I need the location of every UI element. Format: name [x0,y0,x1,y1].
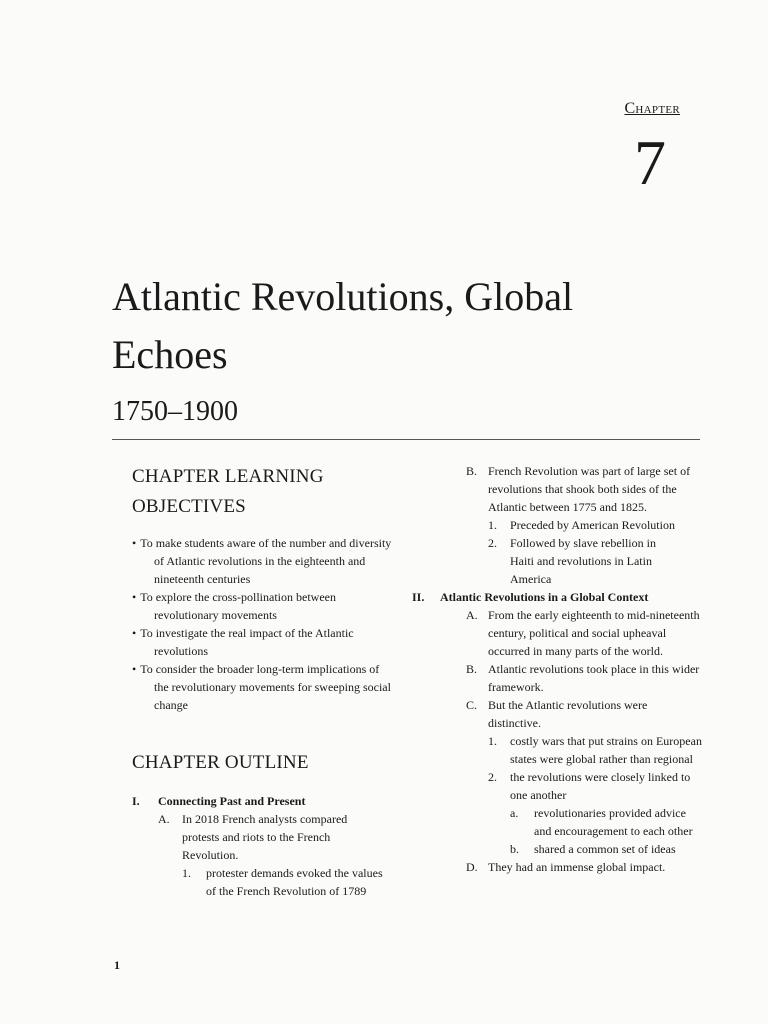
list-item: • To consider the broader long-term implications of the revolutionary movements for sweeping social change [132,662,391,712]
page-number: 1 [114,958,120,972]
outline-item: a. revolutionaries provided advice and encouragement to each other [510,806,693,838]
outline-item: D. They had an immense global impact. [466,860,666,874]
outline-item: B. French Revolution was part of large set of revolutions that shook both sides of the Atlantic between 1775 and 1825. [466,464,691,514]
outline-item: A. From the early eighteenth to mid-nineteenth century, political and social upheaval occurred in many parts of the world. [466,608,700,658]
list-item: • To explore the cross-pollination between revolutionary movements [132,590,336,622]
chapter-title [112,268,672,384]
chapter-label: Chapter [624,100,680,117]
objectives-list [132,534,394,714]
outline-item: b. shared a common set of ideas [510,842,676,856]
outline-item: 2. the revolutions were closely linked to one another [488,770,691,802]
outline-item: 1. costly wars that put strains on European states were global rather than regional [488,734,702,766]
left-column [132,462,394,900]
outline-item: A. In 2018 French analysts compared protests and riots to the French Revolution. [158,812,348,862]
outline-heading: CHAPTER OUTLINE [132,752,309,773]
title-line: Atlantic Revolutions, Global [112,274,574,319]
outline-section-2: II. Atlantic Revolutions in a Global Context [412,590,649,604]
outline-item: 1. Preceded by American Revolution [488,518,675,532]
heading-line: CHAPTER LEARNING [132,466,324,487]
outline-item: C. But the Atlantic revolutions were distinctive. [466,698,648,730]
list-item: • To investigate the real impact of the Atlantic revolutions [132,626,354,658]
chapter-number: 7 [634,127,666,198]
right-column [412,462,704,876]
divider [112,439,700,440]
list-item: • To make students aware of the number and diversity of Atlantic revolutions in the eighteenth and nineteenth centuries [132,536,392,586]
heading-line: OBJECTIVES [132,496,246,517]
chapter-years: 1750–1900 [112,396,238,427]
objectives-heading [132,462,394,522]
outline-item: 1. protester demands evoked the values of the French Revolution of 1789 [182,866,383,898]
title-line: Echoes [112,332,228,377]
outline-section-1: I. Connecting Past and Present [132,794,306,808]
outline-item: B. Atlantic revolutions took place in this wider framework. [466,662,700,694]
outline-item: 2. Followed by slave rebellion in Haiti and revolutions in Latin America [488,536,656,586]
